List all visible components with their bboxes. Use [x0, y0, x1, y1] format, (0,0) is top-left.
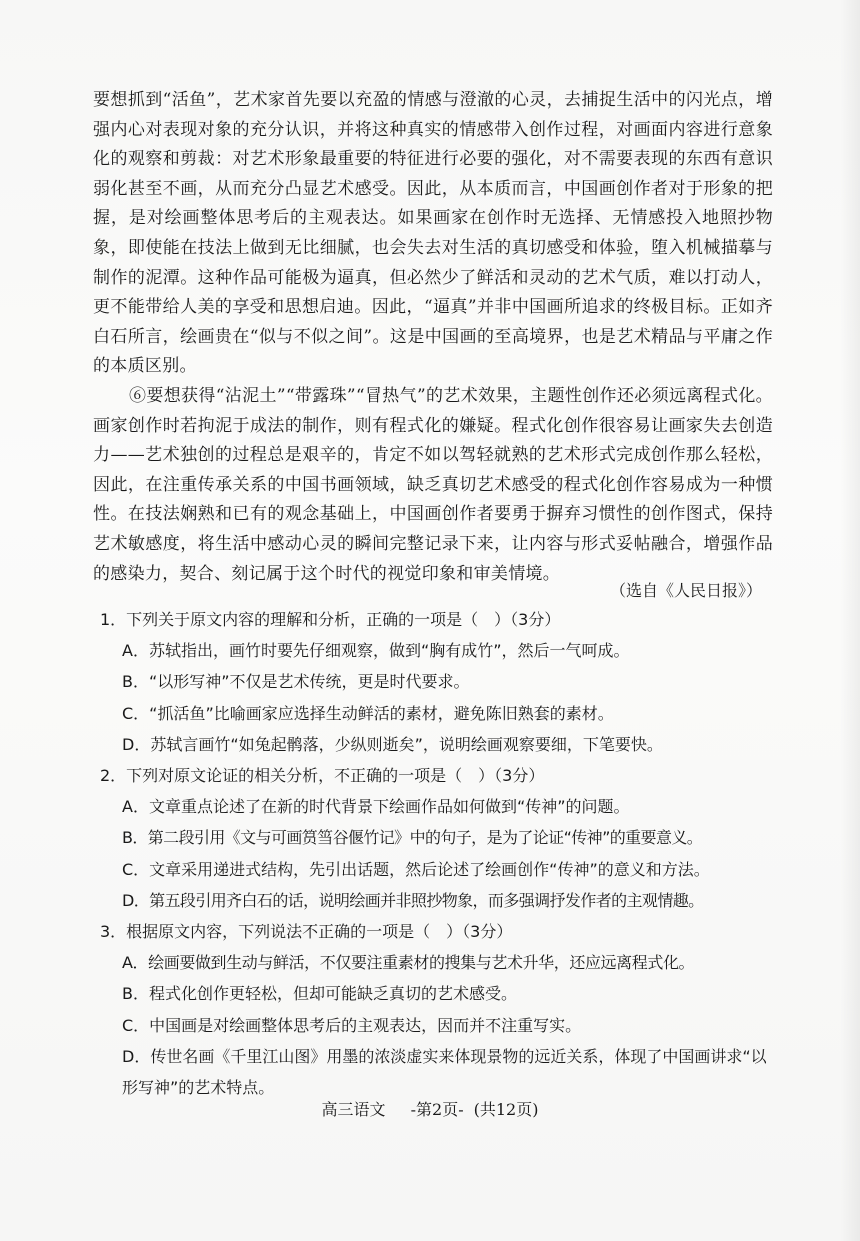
page-footer — [0, 1097, 860, 1120]
question-list — [100, 604, 780, 1103]
option-b: B．程式化创作更轻松，但却可能缺乏真切的艺术感受。 — [122, 984, 517, 1004]
option-d: D．第五段引用齐白石的话，说明绘画并非照抄物象，而多强调抒发作者的主观情趣。 — [122, 890, 704, 910]
reading-passage — [93, 86, 773, 589]
question-stem: 2．下列对原文论证的相关分析，不正确的一项是（ ）（3分） — [100, 766, 545, 786]
footer-subject: 高三语文 — [321, 1100, 386, 1119]
passage-source: （选自《人民日报》） — [609, 581, 762, 600]
question-2 — [100, 760, 780, 916]
passage-paragraph: 要想抓到“活鱼”，艺术家首先要以充盈的情感与澄澈的心灵，去捕捉生活中的闪光点，增强内心对表现对象的充分认识，并将这种真实的情感带入创作过程，对画面内容进行意象化的观察和剪裁：对艺术形象最重要的特征进行必要的强化，对不需要表现的东西有意识弱化甚至不画，从而充分凸显艺术感受。因此，从本质而言，中国画创作者对于形象的把握，是对绘画整体思考后的主观表达。如果画家在创作时无选择、无情感投入地照抄物象，即使能在技法上做到无比细腻，也会失去对生活的真切感受和体验，堕入机械描摹与制作的泥潭。这种作品可能极为逼真，但必然少了鲜活和灵动的艺术气质，难以打动人，更不能带给人美的享受和思想启迪。因此，“逼真”并非中国画所追求的终极目标。正如齐白石所言，绘画贵在“似与不似之间”。这是中国画的至高境界，也是艺术精品与平庸之作的本质区别。 — [93, 90, 773, 377]
option-b: B．“以形写神”不仅是艺术传统，更是时代要求。 — [122, 672, 470, 692]
option-a: A．文章重点论述了在新的时代背景下绘画作品如何做到“传神”的问题。 — [122, 797, 630, 817]
option-d: D．苏轼言画竹“如兔起鹘落，少纵则逝矣”，说明绘画观察要细，下笔要快。 — [122, 734, 663, 754]
option-b: B．第二段引用《文与可画筼筜谷偃竹记》中的句子，是为了论证“传神”的重要意义。 — [122, 828, 703, 848]
question-stem: 3．根据原文内容，下列说法不正确的一项是（ ）（3分） — [100, 922, 513, 942]
footer-page-number: -第2页- — [410, 1100, 464, 1119]
option-c: C．文章采用递进式结构，先引出话题，然后论述了绘画创作“传神”的意义和方法。 — [122, 859, 710, 879]
option-d: D．传世名画《千里江山图》用墨的浓淡虚实来体现景物的远近关系，体现了中国画讲求“以形写神”的艺术特点。 — [122, 1046, 767, 1098]
question-stem: 1．下列关于原文内容的理解和分析，正确的一项是（ ）（3分） — [100, 610, 561, 629]
option-a: A．绘画要做到生动与鲜活，不仅要注重素材的搜集与艺术升华，还应远离程式化。 — [122, 953, 695, 973]
question-3 — [100, 916, 780, 1103]
footer-total-pages: (共12页) — [473, 1100, 539, 1119]
question-1 — [100, 604, 780, 760]
option-a: A．苏轼指出，画竹时要先仔细观察，做到“胸有成竹”，然后一气呵成。 — [122, 641, 630, 661]
passage-paragraph: ⑥要想获得“沾泥土”“带露珠”“冒热气”的艺术效果，主题性创作还必须远离程式化。画家创作时若拘泥于成法的制作，则有程式化的嫌疑。程式化创作很容易让画家失去创造力——艺术独创的过程总是艰辛的，肯定不如以驾轻就熟的艺术形式完成创作那么轻松，因此，在注重传承关系的中国书画领域，缺乏真切艺术感受的程式化创作容易成为一种惯性。在技法娴熟和已有的观念基础上，中国画创作者要勇于摒弃习惯性的创作图式，保持艺术敏感度，将生活中感动心灵的瞬间完整记录下来，让内容与形式妥帖融合，增强作品的感染力，契合、刻记属于这个时代的视觉印象和审美情境。 — [93, 385, 773, 584]
option-c: C．“抓活鱼”比喻画家应选择生动鲜活的素材，避免陈旧熟套的素材。 — [122, 703, 614, 723]
scan-edge-shadow — [840, 0, 860, 1241]
option-c: C．中国画是对绘画整体思考后的主观表达，因而并不注重写实。 — [122, 1015, 582, 1035]
